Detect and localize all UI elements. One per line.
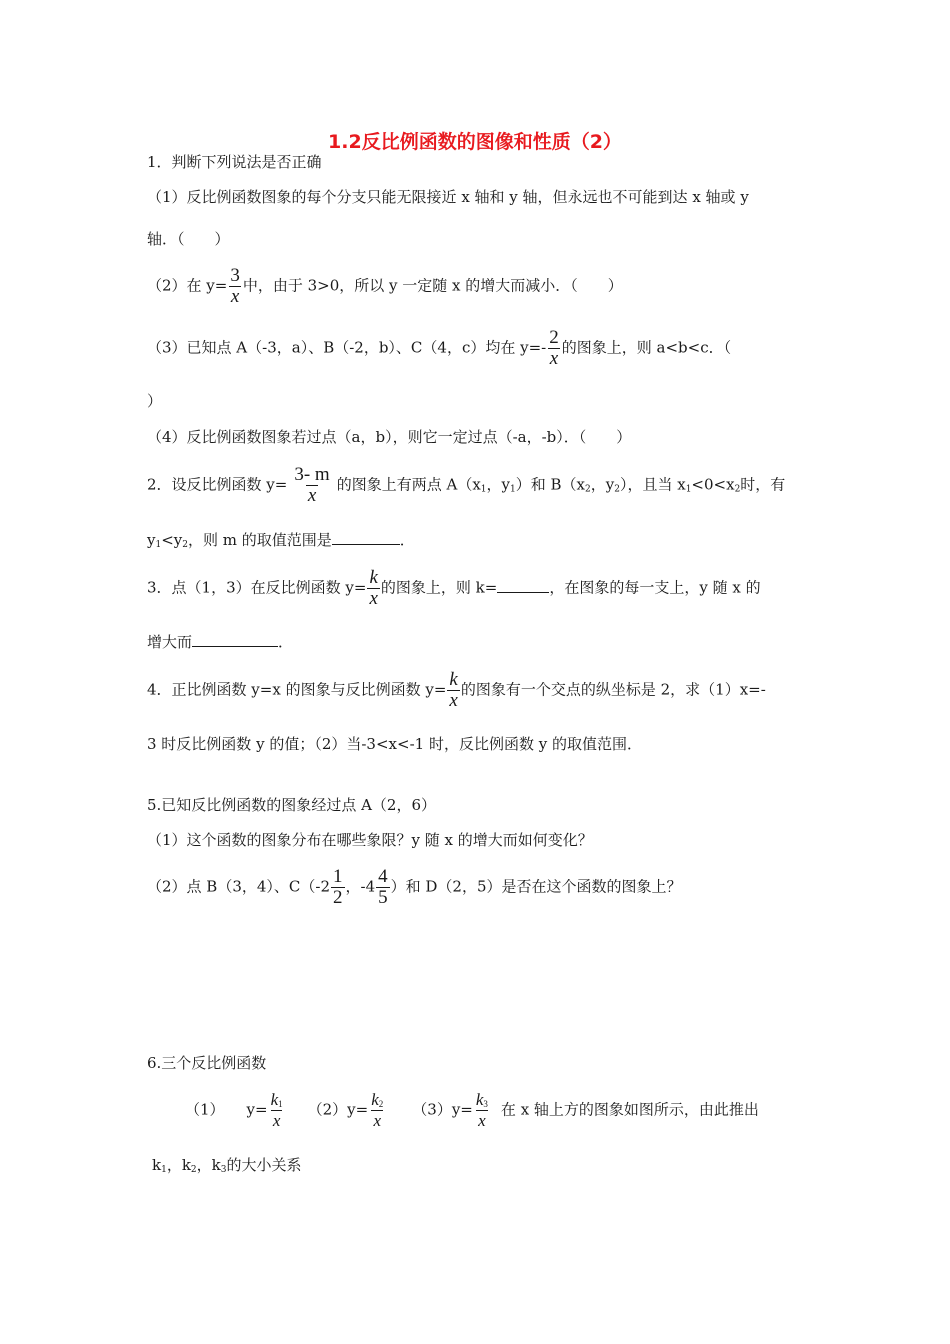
- fraction: $\frac{k_1}{x}$: [270, 1090, 283, 1130]
- q4-line-2: 3 时反比例函数 y 的值；（2）当-3<x<-1 时，反比例函数 y 的取值范围．: [147, 735, 642, 753]
- fraction: $\frac{k_2}{x}$: [371, 1090, 384, 1130]
- answer-blank[interactable]: [192, 632, 278, 647]
- q6-functions: （1） y= $\frac{k_1}{x}$ （2）y= $\frac{k_2}{x}$ （3）y= $\frac{k_3}{x}$ 在 x 轴上方的图象如图所示，由此推出: [185, 1090, 759, 1130]
- q2-line-1: 2．设反比例函数 y= $\frac{3- m}{x}$ 的图象上有两点 $A(x_1$，$y_1$）和 $B(x_2$，$y_2$），且当 $x_1<0<x_2$时，有: [147, 464, 786, 506]
- q2-line-2: $y_1<y_2$，则 m 的取值范围是 ．: [147, 531, 415, 550]
- q1-statement-1: （1）反比例函数图象的每个分支只能无限接近 x 轴和 y 轴，但永远也不可能到达 x 轴或 y: [147, 188, 749, 206]
- fraction: $\frac{1}{2}$: [333, 866, 343, 908]
- q4-line-1: 4．正比例函数 y=x 的图象与反比例函数 y= $\frac{k}{x}$ 的图象有一个交点的纵坐标是 2，求（1）x=-: [147, 669, 766, 711]
- q1-statement-3: （3）已知点 A（-3，a）、B（-2，b）、C（4，c）均在 y=- $\frac{2}{x}$ 的图象上，则 a<b<c．（: [147, 327, 732, 369]
- fraction: $\frac{4}{5}$: [378, 866, 388, 908]
- answer-blank[interactable]: [497, 578, 549, 593]
- q1-statement-4: （4）反比例函数图象若过点（a，b），则它一定过点（-a，-b）．（ ）: [147, 428, 632, 446]
- page-title: 1.2反比例函数的图像和性质（2）: [328, 131, 622, 153]
- fraction: $\frac{3- m}{x}$: [294, 464, 330, 506]
- q3-line-2: 增大而 ．: [147, 633, 294, 651]
- q5-part-2: （2）点 B（3，4）、C（-2 $\frac{1}{2}$ ，-4 $\frac{4}{5}$ ）和 D（2，5）是否在这个函数的图象上？: [147, 866, 682, 908]
- q6-heading: 6.三个反比例函数: [147, 1054, 267, 1072]
- q1-statement-1-cont: 轴．（ ）: [147, 230, 230, 248]
- q5-heading: 5.已知反比例函数的图象经过点 A（2，6）: [147, 796, 437, 814]
- fraction: $\frac{3}{x}$: [230, 265, 240, 307]
- fraction: $\frac{k}{x}$: [369, 567, 378, 609]
- q3-line-1: 3．点（1，3）在反比例函数 y= $\frac{k}{x}$ 的图象上，则 k= ，在图象的每一支上，y 随 x 的: [147, 567, 761, 609]
- q1-statement-3-cont: ）: [147, 392, 163, 410]
- q1-statement-2: （2）在 y= $\frac{3}{x}$ 中，由于 3>0，所以 y 一定随 x 的增大而减小．（ ）: [147, 265, 623, 307]
- q1-heading: 1．判断下列说法是否正确: [147, 153, 322, 171]
- q6-line-2: $k_1$，$k_2$，$k_3$的大小关系: [152, 1156, 302, 1175]
- fraction: $\frac{k_3}{x}$: [475, 1090, 488, 1130]
- q5-part-1: （1）这个函数的图象分布在哪些象限？y 随 x 的增大而如何变化？: [147, 831, 593, 849]
- fraction: $\frac{k}{x}$: [449, 669, 458, 711]
- answer-blank[interactable]: [332, 530, 400, 545]
- fraction: $\frac{2}{x}$: [549, 327, 559, 369]
